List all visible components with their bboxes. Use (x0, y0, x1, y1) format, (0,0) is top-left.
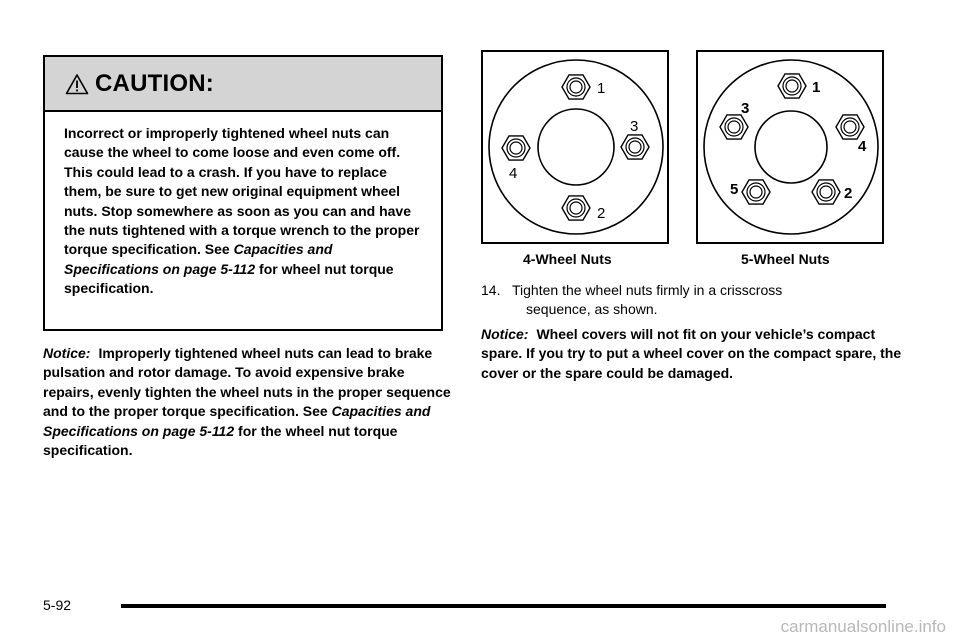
wheel-nut (742, 180, 770, 204)
notice-text: Improperly tightened wheel nuts can lead to brake pulsation and rotor damage. To avoid expensive brake repairs, evenly tighten the wheel nuts in the proper sequence and to the proper torque specification. See (43, 345, 451, 420)
wheel-nut (502, 136, 530, 160)
step-14 (481, 281, 911, 319)
caution-body (45, 112, 441, 299)
wheel-nut (562, 75, 590, 99)
nut-sequence-label: 1 (597, 80, 606, 97)
nut-sequence-label: 5 (730, 181, 739, 198)
wheel-nut (562, 196, 590, 220)
wheel-nut (812, 180, 840, 204)
caution-text-end: for wheel nut torque specification. (64, 260, 394, 297)
footer-rule (121, 604, 886, 608)
four-nut-diagram (483, 52, 667, 242)
wheel-nut (778, 74, 806, 98)
caution-box (43, 55, 443, 331)
wheel-nut (836, 115, 864, 139)
notice-wheel-covers (481, 325, 911, 383)
nut-sequence-label: 3 (630, 118, 639, 135)
five-nut-diagram (698, 52, 882, 242)
notice-reference: Capacities and Specifications on page 5-112 (43, 403, 431, 439)
caution-text (64, 124, 425, 299)
page-number: 5-92 (43, 597, 72, 613)
step-number: 14. (481, 282, 501, 298)
notice-label: Notice: (43, 345, 91, 361)
nut-sequence-label: 3 (741, 100, 750, 117)
five-nut-figure (696, 50, 884, 244)
nut-sequence-label: 4 (858, 138, 867, 155)
nut-sequence-label: 1 (812, 79, 821, 96)
caution-reference: Capacities and Specifications on page 5-112 (64, 241, 333, 277)
wheel-nut (720, 115, 748, 139)
nut-sequence-label: 4 (509, 165, 518, 182)
watermark: carmanualsonline.info (780, 617, 946, 636)
step-text-line1: Tighten the wheel nuts firmly in a crisscross (512, 282, 783, 298)
four-nut-caption: 4-Wheel Nuts (523, 251, 612, 267)
four-nut-figure (481, 50, 669, 244)
nut-sequence-label: 2 (844, 185, 853, 202)
notice-brake-pulsation (43, 344, 453, 460)
center-hub (755, 111, 827, 183)
five-nut-caption: 5-Wheel Nuts (741, 251, 830, 267)
warning-triangle-icon (65, 73, 89, 95)
step-text (481, 281, 911, 319)
caution-text-main: Incorrect or improperly tightened wheel nuts can cause the wheel to come loose and even come off. This could lead to a crash. If you have to replace them, be sure to get new original equipment wheel nuts. Stop somewhere as soon as you can and have the nuts tightened with a torque wrench to the proper torque specification. See (64, 125, 420, 258)
nut-sequence-label: 2 (597, 205, 606, 222)
step-text-line2: sequence, as shown. (526, 301, 658, 317)
notice-label: Notice: (481, 326, 529, 342)
caution-header (45, 57, 441, 112)
center-hub (538, 109, 614, 185)
wheel-nut (621, 135, 649, 159)
notice-text-end: for the wheel nut torque specification. (43, 422, 398, 459)
notice-text: Wheel covers will not fit on your vehicle’s compact spare. If you try to put a wheel cover on the compact spare, the cover or the spare could be damaged. (481, 326, 902, 381)
caution-title: CAUTION: (95, 69, 214, 97)
